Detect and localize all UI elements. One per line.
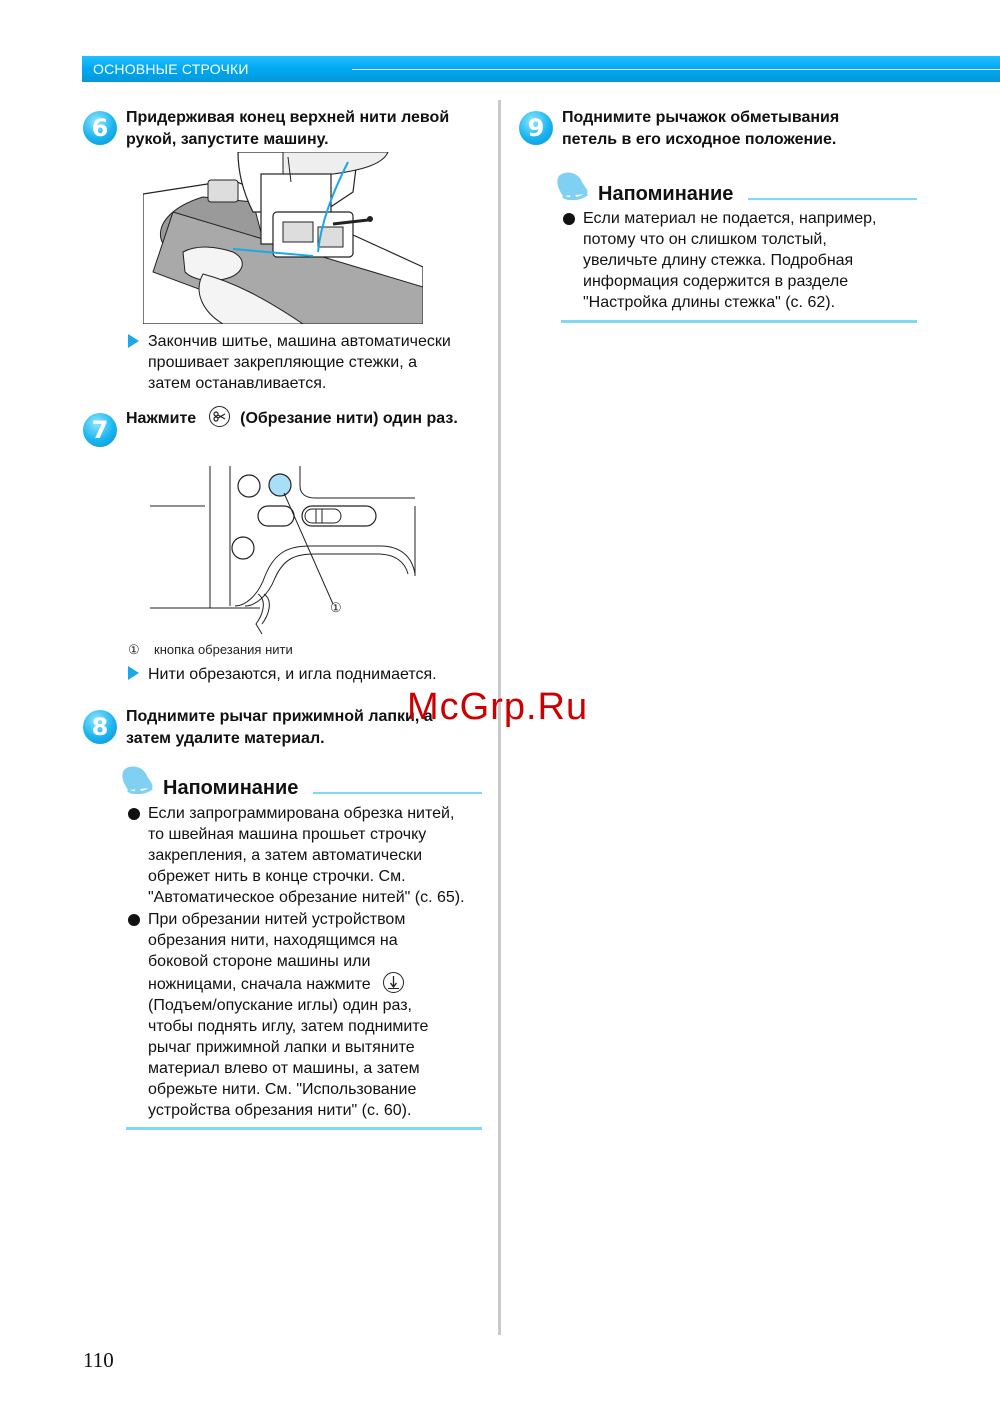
step-7-title bbox=[126, 406, 458, 430]
caption-text: кнопка обрезания нити bbox=[154, 642, 293, 657]
result-arrow-icon bbox=[128, 666, 139, 680]
step-6-number: 6 bbox=[83, 111, 117, 145]
section-header-bar bbox=[82, 56, 1000, 82]
step-6-title-line: рукой, запустите машину. bbox=[126, 131, 329, 148]
memo-left-bullet-1 bbox=[148, 803, 465, 908]
step-6-title-line: Придерживая конец верхней нити левой bbox=[126, 109, 450, 126]
header-rule bbox=[352, 69, 1000, 70]
step-7-number: 7 bbox=[83, 413, 117, 447]
step-8-number: 8 bbox=[83, 710, 117, 744]
memo-text-line: Если запрограммирована обрезка нитей, bbox=[148, 805, 455, 822]
bullet-icon bbox=[128, 914, 140, 926]
memo-heading-rule bbox=[748, 198, 917, 200]
memo-text-line: рычаг прижимной лапки и вытяните bbox=[148, 1039, 415, 1056]
memo-bell-icon bbox=[120, 764, 156, 794]
memo-right-bullet-1 bbox=[583, 208, 877, 313]
memo-text-line: устройства обрезания нити" (с. 60). bbox=[148, 1102, 412, 1119]
memo-text-line: потому что он слишком толстый, bbox=[583, 231, 827, 248]
watermark: McGrp.Ru bbox=[407, 686, 589, 728]
button-panel-illustration bbox=[150, 466, 420, 636]
step-6-result bbox=[148, 331, 451, 394]
memo-text-line: обрежет нить в конце строчки. См. bbox=[148, 868, 406, 885]
step-8-title-line: затем удалите материал. bbox=[126, 730, 325, 747]
page-number: 110 bbox=[83, 1348, 114, 1372]
bullet-icon bbox=[128, 808, 140, 820]
bullet-icon bbox=[563, 213, 575, 225]
callout-1: ① bbox=[330, 600, 342, 615]
step-7-title-part: Нажмите bbox=[126, 410, 197, 427]
memo-text-line: то швейная машина прошьет строчку bbox=[148, 826, 427, 843]
step-6-result-line: затем останавливается. bbox=[148, 375, 327, 392]
needle-position-icon bbox=[383, 972, 404, 993]
step-9-title bbox=[562, 107, 839, 151]
step-8-title bbox=[126, 706, 433, 750]
memo-text-line: материал влево от машины, а затем bbox=[148, 1060, 420, 1077]
section-title: ОСНОВНЫЕ СТРОЧКИ bbox=[93, 61, 249, 77]
memo-text-line: "Настройка длины стежка" (с. 62). bbox=[583, 294, 836, 311]
sewing-start-illustration bbox=[143, 152, 423, 324]
memo-text-line: боковой стороне машины или bbox=[148, 953, 371, 970]
step-8-title-line: Поднимите рычаг прижимной лапки, а bbox=[126, 708, 433, 725]
memo-text-line: (Подъем/опускание иглы) один раз, bbox=[148, 997, 412, 1014]
result-arrow-icon bbox=[128, 334, 139, 348]
memo-text-line: При обрезании нитей устройством bbox=[148, 911, 406, 928]
step-9-title-line: петель в его исходное положение. bbox=[562, 131, 837, 148]
memo-text-line: чтобы поднять иглу, затем поднимите bbox=[148, 1018, 429, 1035]
thread-cutter-icon bbox=[209, 406, 230, 427]
memo-text-line: закрепления, а затем автоматически bbox=[148, 847, 423, 864]
memo-text-line: Если материал не подается, например, bbox=[583, 210, 877, 227]
memo-bottom-rule bbox=[561, 320, 917, 323]
memo-text-line: "Автоматическое обрезание нитей" (с. 65). bbox=[148, 889, 465, 906]
step-9-title-line: Поднимите рычажок обметывания bbox=[562, 109, 840, 126]
step-7-title-part: (Обрезание нити) один раз. bbox=[240, 410, 458, 427]
step-9-number: 9 bbox=[519, 111, 553, 145]
memo-text-line: информация содержится в разделе bbox=[583, 273, 849, 290]
caption-number: ① bbox=[128, 642, 140, 657]
memo-text-part: ножницами, сначала нажмите bbox=[148, 976, 371, 993]
memo-bell-icon bbox=[555, 170, 591, 200]
memo-text-line: обрезания нити, находящимся на bbox=[148, 932, 398, 949]
step-7-result: Нити обрезаются, и игла поднимается. bbox=[148, 666, 437, 683]
memo-text-line: обрежьте нити. См. "Использование bbox=[148, 1081, 417, 1098]
memo-bottom-rule bbox=[126, 1127, 482, 1130]
memo-heading-rule bbox=[313, 792, 482, 794]
memo-text-line bbox=[148, 972, 428, 995]
memo-heading: Напоминание bbox=[598, 183, 734, 205]
step-6-result-line: Закончив шитье, машина автоматически bbox=[148, 333, 451, 350]
memo-left-bullet-2 bbox=[148, 909, 428, 1121]
step-6-result-line: прошивает закрепляющие стежки, а bbox=[148, 354, 418, 371]
memo-heading: Напоминание bbox=[163, 777, 299, 799]
step-6-title bbox=[126, 107, 449, 151]
memo-text-line: увеличьте длину стежка. Подробная bbox=[583, 252, 854, 269]
